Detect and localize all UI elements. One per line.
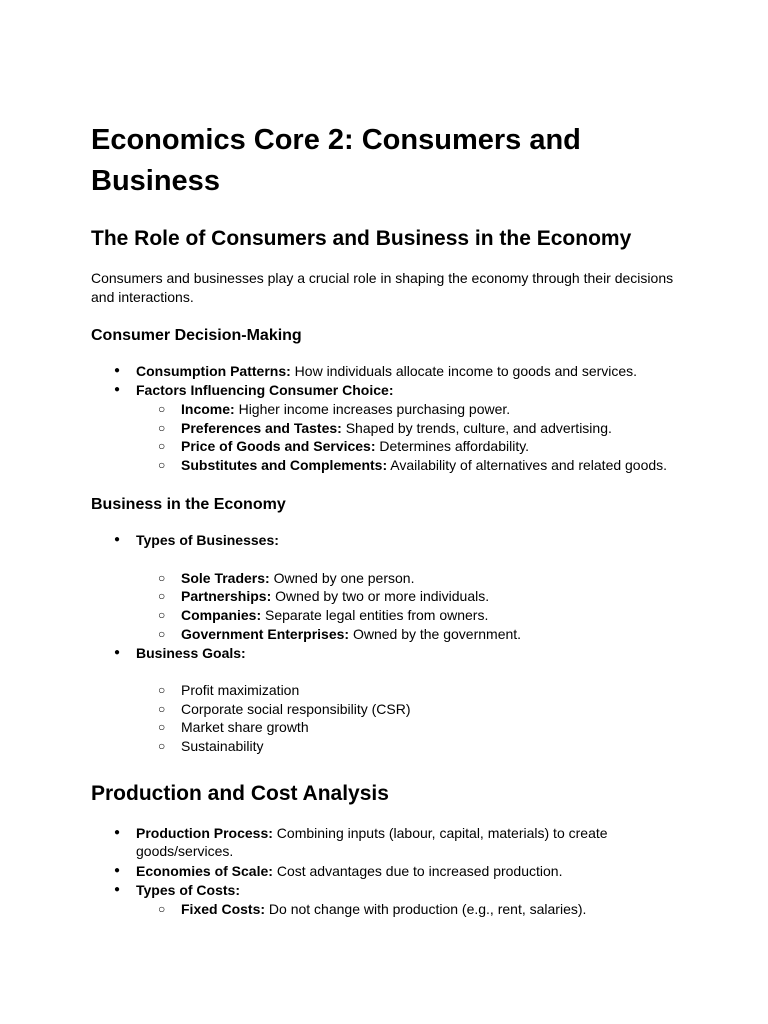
- sublist-item-goal: [158, 700, 411, 718]
- list-item-label: Government Enterprises:: [181, 626, 350, 642]
- list-item-types-of-businesses: [114, 531, 279, 549]
- circle-bullet-icon: ○: [158, 683, 166, 697]
- list-item-label: Types of Businesses:: [136, 532, 279, 548]
- sublist-item-price: [158, 437, 530, 455]
- list-item-label: Income:: [181, 401, 235, 417]
- circle-bullet-icon: ○: [158, 702, 166, 716]
- list-item-text: Availability of alternatives and related goods.: [387, 457, 668, 473]
- intro-paragraph: Consumers and businesses play a crucial role in shaping the economy through their decisions and interactions.: [91, 270, 674, 305]
- list-item-economies-of-scale: [114, 862, 563, 880]
- circle-bullet-icon: ○: [158, 720, 166, 734]
- list-item-factors: [114, 381, 394, 399]
- list-item-text: Owned by one person.: [269, 570, 415, 586]
- list-item-text: Shaped by trends, culture, and advertising.: [341, 420, 612, 436]
- list-item-consumption-patterns: [114, 362, 638, 380]
- sublist-item-goal: [158, 681, 300, 699]
- list-item-text: Sustainability: [181, 738, 264, 754]
- sublist-item-goal: [158, 737, 264, 755]
- list-item-production-process: [114, 824, 616, 860]
- bullet-icon: ●: [114, 384, 121, 395]
- circle-bullet-icon: ○: [158, 421, 166, 435]
- section-heading-production: Production and Cost Analysis: [91, 782, 389, 805]
- subheading-consumer-decision: Consumer Decision-Making: [91, 327, 302, 344]
- sublist-item-goal: [158, 718, 309, 736]
- list-item-label: Fixed Costs:: [181, 901, 266, 917]
- circle-bullet-icon: ○: [158, 458, 166, 472]
- list-item-types-of-costs: [114, 881, 240, 899]
- list-item-business-goals: [114, 644, 246, 662]
- circle-bullet-icon: ○: [158, 402, 166, 416]
- list-item-label: Companies:: [181, 607, 262, 623]
- bullet-icon: ●: [114, 534, 121, 545]
- list-item-text: Corporate social responsibility (CSR): [181, 701, 411, 717]
- list-item-label: Preferences and Tastes:: [181, 420, 342, 436]
- list-item-text: Profit maximization: [181, 682, 300, 698]
- circle-bullet-icon: ○: [158, 902, 166, 916]
- list-item-text: Do not change with production (e.g., rent, salaries).: [265, 901, 587, 917]
- circle-bullet-icon: ○: [158, 589, 166, 603]
- list-item-text: Owned by the government.: [349, 626, 522, 642]
- bullet-icon: ●: [114, 647, 121, 658]
- list-item-text: Owned by two or more individuals.: [271, 588, 490, 604]
- list-item-text: Higher income increases purchasing power.: [234, 401, 511, 417]
- document-title: Economics Core 2: Consumers and Business: [91, 124, 581, 197]
- bullet-icon: ●: [114, 865, 121, 876]
- sublist-item-preferences: [158, 419, 612, 437]
- sublist-item-companies: [158, 606, 489, 624]
- list-item-text: Combining inputs (labour, capital, materials) to create goods/services.: [136, 825, 608, 859]
- list-item-label: Price of Goods and Services:: [181, 438, 376, 454]
- list-item-text: Cost advantages due to increased production.: [272, 863, 563, 879]
- sublist-item-substitutes: [158, 456, 668, 474]
- circle-bullet-icon: ○: [158, 739, 166, 753]
- sublist-item-government-enterprises: [158, 625, 522, 643]
- bullet-icon: ●: [114, 365, 121, 376]
- list-item-label: Economies of Scale:: [136, 863, 273, 879]
- section-heading-role: The Role of Consumers and Business in the Economy: [91, 227, 632, 250]
- list-item-label: Factors Influencing Consumer Choice:: [136, 382, 394, 398]
- circle-bullet-icon: ○: [158, 627, 166, 641]
- circle-bullet-icon: ○: [158, 439, 166, 453]
- list-item-text: Market share growth: [181, 719, 309, 735]
- sublist-item-income: [158, 400, 511, 418]
- circle-bullet-icon: ○: [158, 571, 166, 585]
- sublist-item-sole-traders: [158, 569, 415, 587]
- sublist-item-fixed-costs: [158, 900, 587, 918]
- list-item-text: Separate legal entities from owners.: [261, 607, 489, 623]
- list-item-text: Determines affordability.: [375, 438, 530, 454]
- bullet-icon: ●: [114, 827, 121, 838]
- list-item-label: Substitutes and Complements:: [181, 457, 388, 473]
- list-item-label: Consumption Patterns:: [136, 363, 291, 379]
- list-item-label: Business Goals:: [136, 645, 246, 661]
- list-item-text: How individuals allocate income to goods and services.: [290, 363, 638, 379]
- list-item-label: Production Process:: [136, 825, 273, 841]
- sublist-item-partnerships: [158, 587, 490, 605]
- list-item-label: Sole Traders:: [181, 570, 270, 586]
- list-item-label: Types of Costs:: [136, 882, 240, 898]
- circle-bullet-icon: ○: [158, 608, 166, 622]
- subheading-business-economy: Business in the Economy: [91, 496, 286, 513]
- list-item-label: Partnerships:: [181, 588, 272, 604]
- bullet-icon: ●: [114, 884, 121, 895]
